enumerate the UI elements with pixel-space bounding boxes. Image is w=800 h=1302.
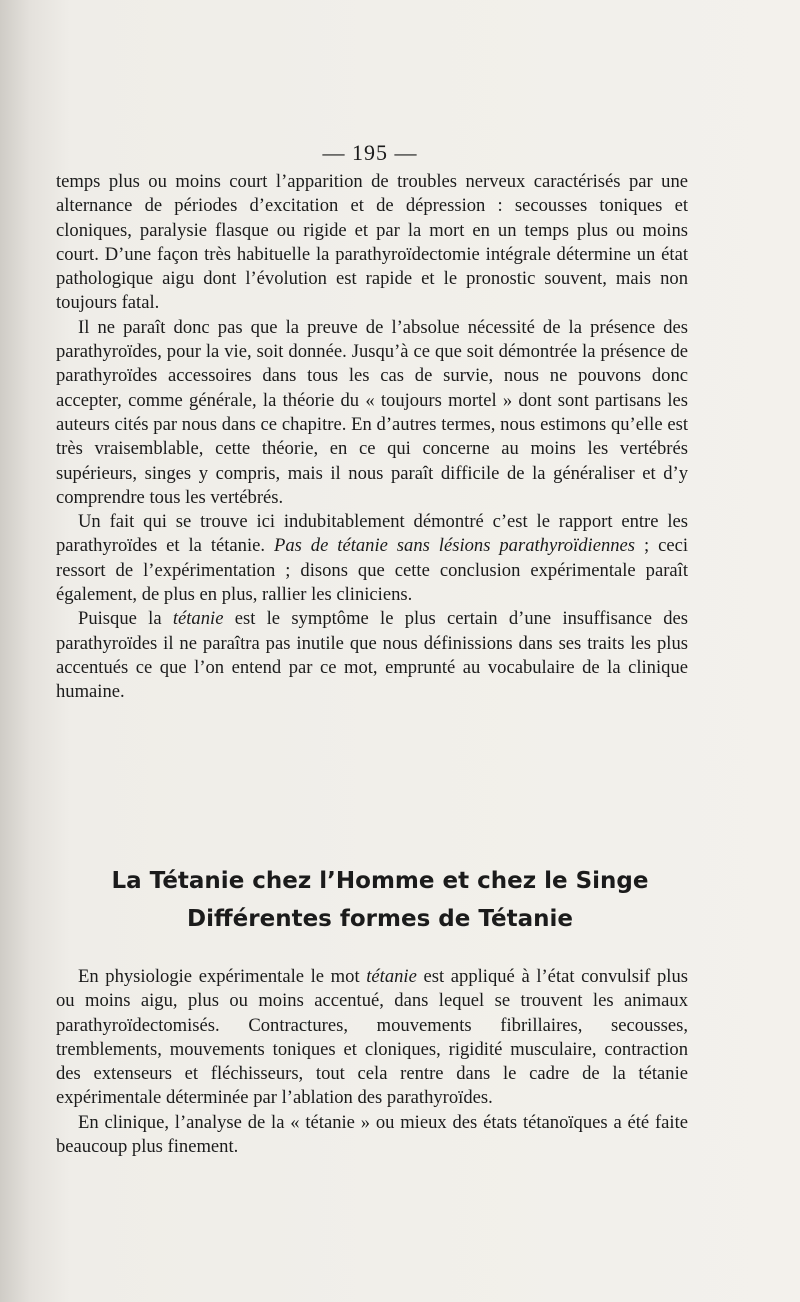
heading-line-2: Différentes formes de Tétanie (187, 906, 573, 932)
paragraph (56, 1111, 688, 1160)
italic-text-run: Pas de tétanie sans lésions parathyroïdiennes (273, 535, 636, 557)
italic-text-run: tétanie (172, 608, 224, 630)
section-text-upper (56, 170, 688, 705)
text-run: ; ceci ressort de l’expérimentation ; disons que cette conclusion expérimentale paraît également, de plus en plus, rallier les cliniciens. (56, 535, 689, 606)
section-heading (60, 862, 700, 938)
text-run: Il ne paraît donc pas que la preuve de l’absolue nécessité de la présence des parathyroïdes, pour la vie, soit donnée. Jusqu’à ce que soit démontrée la présence de parathyroïdes accessoires dans tous les cas de survie, nous ne pouvons donc accepter, comme générale, la théorie du « toujours mortel » dont sont partisans les auteurs cités par nous dans ce chapitre. En d’autres termes, nous estimons qu’elle est très vraisemblable, cette théorie, en ce qui concerne au moins les vertébrés supérieurs, singes y compris, mais il nous paraît difficile de la généraliser et d’y comprendre tous les vertébrés. (56, 316, 688, 508)
text-run: temps plus ou moins court l’apparition de troubles nerveux caractérisés par une alternance de périodes d’excitation et de dépression : secousses toniques et cloniques, paralysie flasque ou rigide et par la mort en un temps plus ou moins court. D’une façon très habituelle la parathyroïdectomie intégrale détermine un état pathologique aigu dont l’évolution est rapide et le pronostic souvent, mais non toujours fatal. (56, 171, 688, 314)
italic-text-run: tétanie (366, 966, 417, 987)
text-run: Un fait qui se trouve ici indubitablement démontré c’est le rapport entre les parathyroïdes et la tétanie. (56, 511, 688, 557)
paragraph (56, 607, 688, 704)
paragraph (56, 965, 688, 1111)
section-text-lower (56, 965, 688, 1159)
text-run: En clinique, l’analyse de la « tétanie » ou mieux des états tétanoïques a été faite beaucoup plus finement. (56, 1111, 688, 1158)
text-run: est appliqué à l’état convulsif plus ou moins aigu, plus ou moins accentué, dans lequel se trouvent les animaux parathyroïdectomisés. Contractures, mouvements fibrillaires, secousses, tremblements, mouvements toniques et cloniques, rigidité musculaire, contraction des extenseurs et fléchisseurs, tout cela rentre dans le cadre de la tétanie expérimentale déterminée par l’ablation des parathyroïdes. (56, 966, 688, 1109)
paragraph (56, 510, 688, 607)
text-run: est le symptôme le plus certain d’une insuffisance des parathyroïdes il ne paraîtra pas inutile que nous définissions dans ses traits les plus accentués ce que l’on entend par ce mot, emprunté au vocabulaire de la clinique humaine. (56, 608, 688, 703)
text-run: Puisque la (78, 608, 173, 630)
paragraph (56, 316, 688, 510)
text-run: En physiologie expérimentale le mot (78, 966, 367, 987)
heading-line-1: La Tétanie chez l’Homme et chez le Singe (111, 868, 649, 894)
page-number: — 195 — (322, 140, 418, 165)
paragraph (56, 170, 688, 316)
